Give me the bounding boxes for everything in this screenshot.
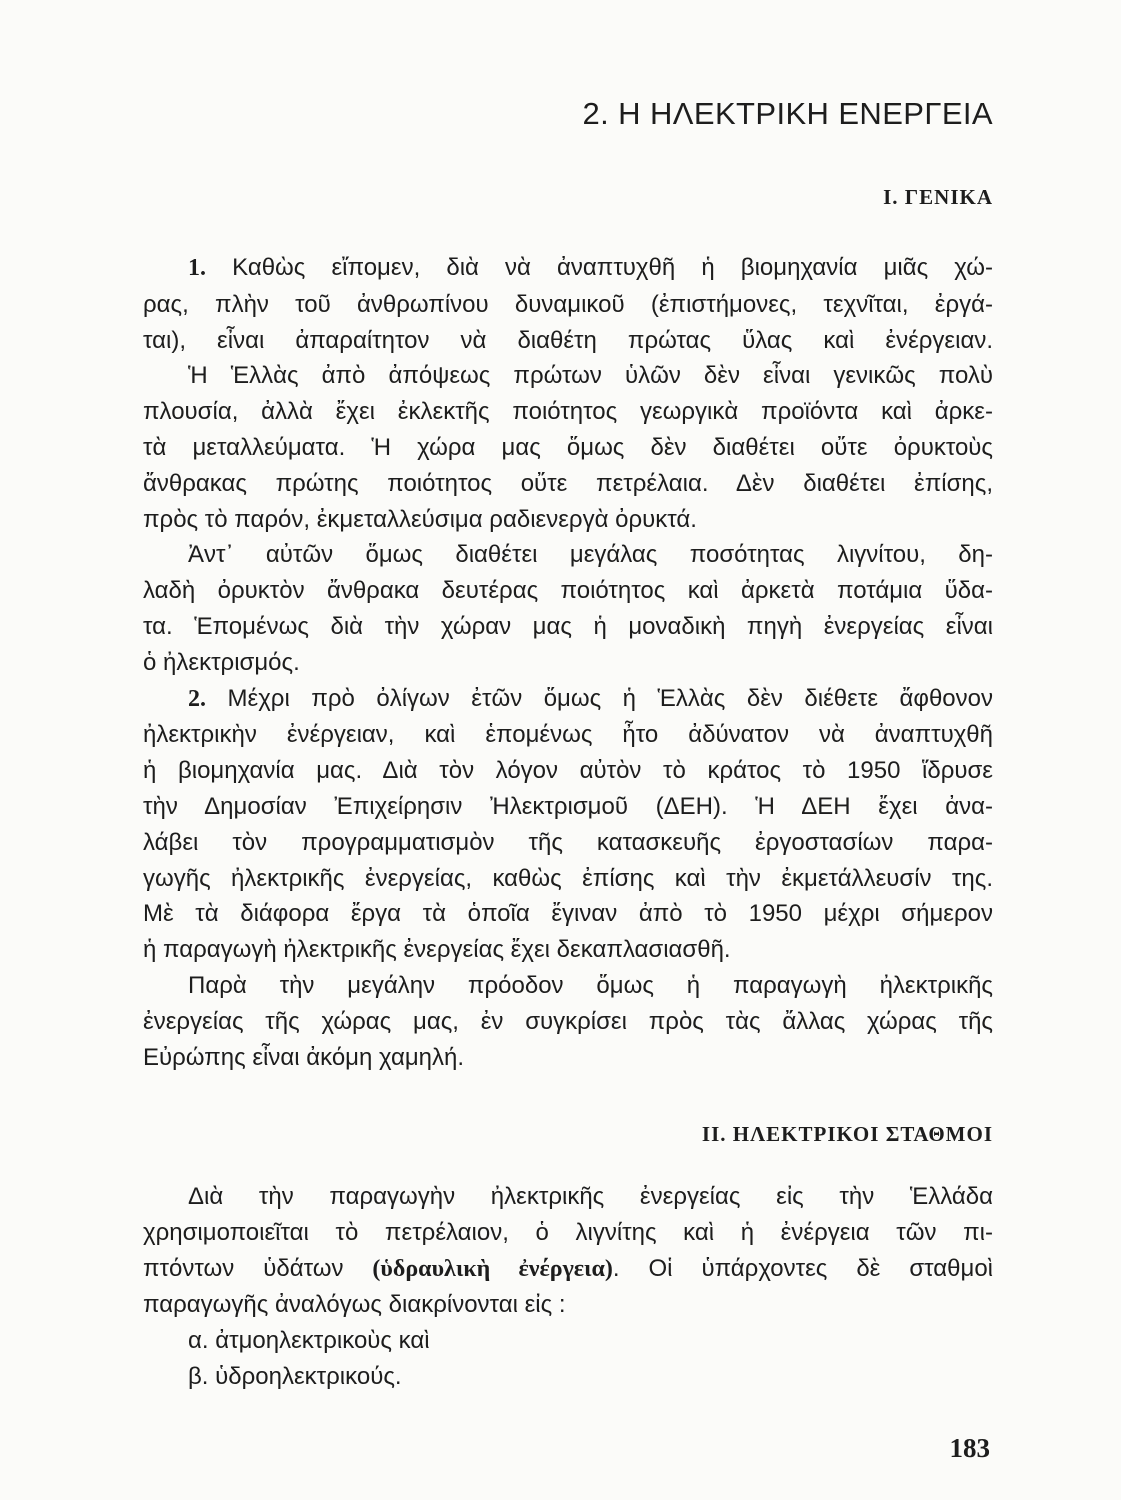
text-line: ἄνθρακας πρώτης ποιότητος οὔτε πετρέλαια. Δὲν διαθέτει ἐπίσης, [143, 469, 993, 497]
text-line: ρας, πλὴν τοῦ ἀνθρωπίνου δυναμικοῦ (ἐπιστήμονες, τεχνῖται, ἐργά- [143, 290, 993, 318]
section-1-body [143, 250, 993, 1075]
text-line: Ἡ Ἑλλὰς ἀπὸ ἀπόψεως πρώτων ὑλῶν δὲν εἶναι γενικῶς πολὺ [188, 362, 993, 390]
page-number: 183 [949, 1433, 990, 1463]
paragraph [143, 968, 993, 1075]
text-line: λάβει τὸν προγραμματισμὸν τῆς κατασκευῆς ἐργοστασίων παρα- [143, 828, 993, 856]
section-heading: II. ΗΛΕΚΤΡΙΚΟΙ ΣΤΑΘΜΟΙ [701, 1122, 993, 1146]
section-2-body [143, 1179, 993, 1395]
paragraph [143, 358, 993, 537]
text-line: Ἀντ᾿ αὐτῶν ὅμως διαθέτει μεγάλας ποσότητας λιγνίτου, δη- [188, 541, 993, 569]
text-line: ὁ ἠλεκτρισμός. [143, 648, 300, 676]
paragraph [143, 681, 993, 968]
text-line [143, 250, 993, 287]
text-line: πρὸς τὸ παρόν, ἐκμεταλλεύσιμα ραδιενεργὰ ὀρυκτά. [143, 505, 697, 533]
text-line: παραγωγῆς ἀναλόγως διακρίνονται εἰς : [143, 1291, 566, 1319]
text-line: λαδὴ ὀρυκτὸν ἄνθρακα δευτέρας ποιότητος καὶ ἀρκετὰ ποτάμια ὕδα- [143, 577, 993, 605]
text-line: ἠλεκτρικὴν ἐνέργειαν, καὶ ἑπομένως ἦτο ἀδύνατον νὰ ἀναπτυχθῆ [143, 721, 993, 749]
list [143, 1323, 993, 1395]
paragraph [143, 250, 993, 358]
line-text: Μέχρι πρὸ ὀλίγων ἐτῶν ὅμως ἡ Ἑλλὰς δὲν διέθετε ἄφθονον [227, 684, 993, 712]
text-line: τὰ μεταλλεύματα. Ἡ χώρα μας ὅμως δὲν διαθέτει οὔτε ὀρυκτοὺς [143, 433, 993, 461]
list-item: β. ὑδροηλεκτρικούς. [188, 1362, 402, 1390]
text-line: γωγῆς ἠλεκτρικῆς ἐνεργείας, καθὼς ἐπίσης καὶ τὴν ἐκμετάλλευσίν της. [143, 864, 993, 892]
paragraph-number: 1. [188, 255, 206, 281]
text-line: ἐνεργείας τῆς χώρας μας, ἐν συγκρίσει πρὸς τὰς ἄλλας χώρας τῆς [143, 1007, 993, 1035]
text-line: ται), εἶναι ἀπαραίτητον νὰ διαθέτη πρώτας ὕλας καὶ ἐνέργειαν. [143, 326, 993, 354]
line-text: Καθὼς εἴπομεν, διὰ νὰ ἀναπτυχθῆ ἡ βιομηχανία μιᾶς χώ- [232, 254, 993, 281]
text-line: τα. Ἑπομένως διὰ τὴν χώραν μας ἡ μοναδικὴ πηγὴ ἐνεργείας εἶναι [143, 612, 993, 640]
text-line: Εὐρώπης εἶναι ἀκόμη χαμηλή. [143, 1043, 465, 1071]
text-line: Παρὰ τὴν μεγάλην πρόοδον ὅμως ἡ παραγωγὴ ἠλεκτρικῆς [188, 971, 993, 999]
chapter-title: 2. Η ΗΛΕΚΤΡΙΚΗ ΕΝΕΡΓΕΙΑ [582, 96, 993, 131]
text-line: ἡ βιομηχανία μας. Διὰ τὸν λόγον αὐτὸν τὸ κράτος τὸ 1950 ἵδρυσε [143, 757, 993, 785]
paragraph [143, 537, 993, 680]
text-line: Μὲ τὰ διάφορα ἔργα τὰ ὁποῖα ἔγιναν ἀπὸ τὸ 1950 μέχρι σήμερον [143, 900, 993, 928]
line-text: . Οἱ ὑπάρχοντες δὲ σταθμοὶ [612, 1254, 994, 1282]
paragraph [143, 1179, 993, 1323]
paragraph-number: 2. [188, 685, 206, 712]
text-line: Διὰ τὴν παραγωγὴν ἠλεκτρικῆς ἐνεργείας εἰς τὴν Ἑλλάδα [188, 1183, 993, 1210]
text-line: τὴν Δημοσίαν Ἐπιχείρησιν Ἠλεκτρισμοῦ (ΔΕΗ). Ἡ ΔΕΗ ἔχει ἀνα- [143, 792, 993, 820]
bold-term: (ὑδραυλικὴ ἐνέργεια) [372, 1255, 613, 1282]
list-item: α. ἀτμοηλεκτρικοὺς καὶ [188, 1327, 430, 1355]
text-line: πλουσία, ἀλλὰ ἔχει ἐκλεκτῆς ποιότητος γεωργικὰ προϊόντα καὶ ἀρκε- [143, 398, 993, 426]
text-line: χρησιμοποιεῖται τὸ πετρέλαιον, ὁ λιγνίτης καὶ ἡ ἐνέργεια τῶν πι- [143, 1218, 993, 1246]
text-line [143, 681, 993, 718]
text-line: ἡ παραγωγὴ ἠλεκτρικῆς ἐνεργείας ἔχει δεκαπλασιασθῆ. [143, 936, 731, 964]
section-heading: I. ΓΕΝΙΚΑ [883, 185, 993, 209]
line-text: πτόντων ὑδάτων [143, 1254, 344, 1282]
text-line [143, 1251, 993, 1288]
